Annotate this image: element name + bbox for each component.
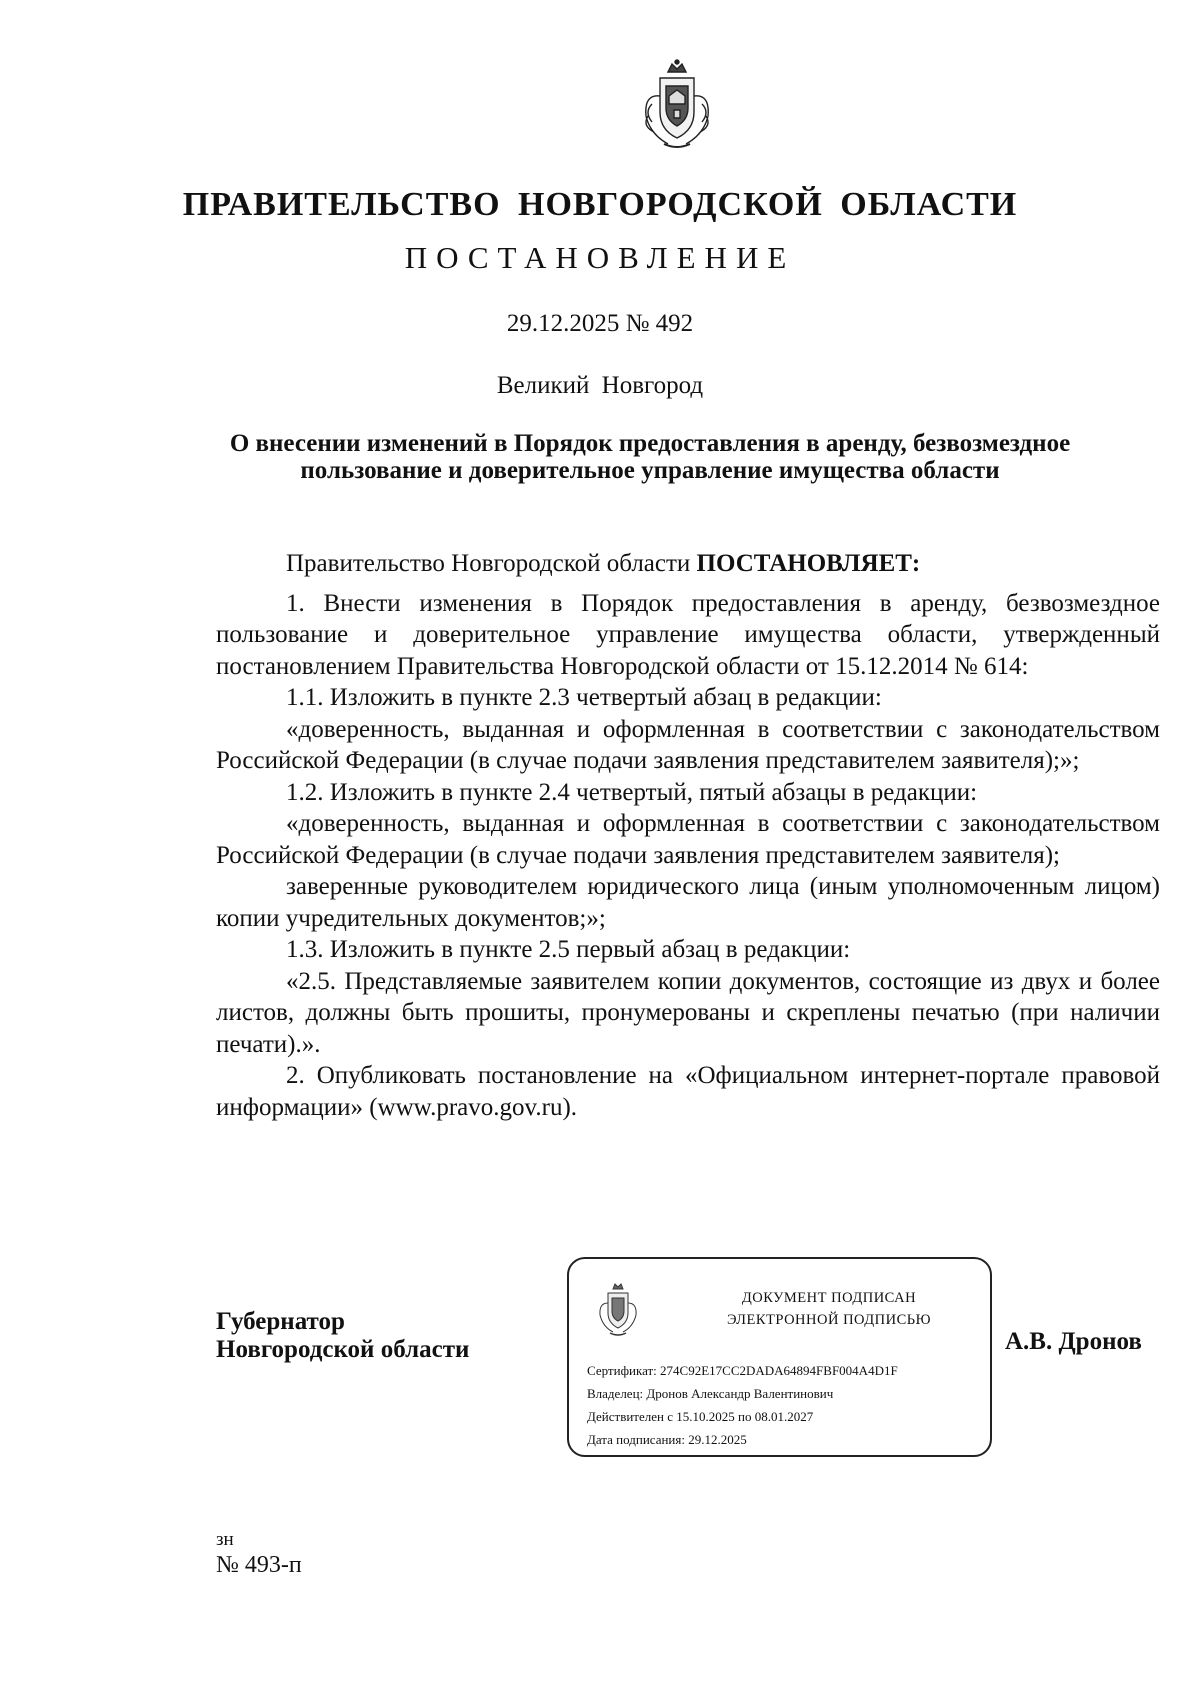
paragraph-1-2-text-b: заверенные руководителем юридического лица (иным уполномоченным лицом) копии учредительных документов;»; bbox=[216, 873, 1160, 932]
registration-number: № 493-п bbox=[216, 1552, 302, 1578]
electronic-signature-stamp bbox=[567, 1257, 992, 1457]
stamp-validity: Действителен с 15.10.2025 по 08.01.2027 bbox=[587, 1409, 814, 1424]
document-place: Великий Новгород bbox=[496, 372, 704, 399]
paragraph-1-2: 1.2. Изложить в пункте 2.4 четвертый, пятый абзацы в редакции: bbox=[286, 778, 978, 806]
document-type: ПОСТАНОВЛЕНИЕ bbox=[404, 240, 796, 275]
document-subject: О внесении изменений в Порядок предоставления в аренду, безвозмездное пользование и доверительное управление имущества области bbox=[229, 430, 1071, 484]
stamp-certificate: Сертификат: 274C92E17CC2DADA64894FBF004A4D1F bbox=[587, 1363, 898, 1378]
document-date-number: 29.12.2025 № 492 bbox=[506, 310, 694, 337]
signer-position bbox=[216, 1308, 469, 1364]
paragraph-2: 2. Опубликовать постановление на «Официальном интернет-портале правовой информации» (www.pravo.gov.ru). bbox=[216, 1062, 1160, 1121]
paragraph-1-2-text-a: «доверенность, выданная и оформленная в соответствии с законодательством Российской Федерации (в случае подачи заявления представителем заявителя); bbox=[216, 810, 1160, 869]
signer-name: А.В. Дронов bbox=[1005, 1328, 1142, 1355]
stamp-header-line2: ЭЛЕКТРОННОЙ ПОДПИСЬЮ bbox=[726, 1312, 932, 1328]
paragraph-1: 1. Внести изменения в Порядок предоставления в аренду, безвозмездное пользование и доверительное управление имущества области, утвержденный постановлением Правительства Новгородской области от 15.12.2014 № 614: bbox=[216, 589, 1160, 680]
paragraph-1-1: 1.1. Изложить в пункте 2.3 четвертый абзац в редакции: bbox=[286, 684, 882, 711]
stamp-owner: Владелец: Дронов Александр Валентинович bbox=[587, 1386, 834, 1401]
preamble-decree-word: ПОСТАНОВЛЯЕТ: bbox=[696, 550, 921, 577]
paragraph-1-3-text: «2.5. Представляемые заявителем копии документов, состоящие из двух и более листов, должны быть прошиты, пронумерованы и скреплены печатью (при наличии печати).». bbox=[216, 967, 1160, 1058]
stamp-emblem-icon bbox=[595, 1281, 641, 1337]
stamp-details bbox=[587, 1359, 987, 1451]
executor-code: зн bbox=[216, 1529, 234, 1550]
stamp-signing-date: Дата подписания: 29.12.2025 bbox=[587, 1432, 747, 1447]
government-title: ПРАВИТЕЛЬСТВО НОВГОРОДСКОЙ ОБЛАСТИ bbox=[182, 186, 1018, 223]
stamp-header bbox=[689, 1287, 969, 1331]
preamble bbox=[216, 548, 1160, 580]
coat-of-arms-emblem bbox=[638, 56, 716, 152]
preamble-text: Правительство Новгородской области bbox=[286, 550, 697, 577]
paragraph-1-3: 1.3. Изложить в пункте 2.5 первый абзац в редакции: bbox=[286, 936, 851, 963]
paragraph-1-1-text: «доверенность, выданная и оформленная в соответствии с законодательством Российской Федерации (в случае подачи заявления представителем заявителя);»; bbox=[216, 715, 1160, 774]
stamp-header-line1: ДОКУМЕНТ ПОДПИСАН bbox=[741, 1290, 917, 1306]
document-body bbox=[216, 548, 1160, 1123]
signer-position-line1: Губернатор bbox=[216, 1308, 345, 1335]
signer-position-line2: Новгородской области bbox=[216, 1336, 470, 1363]
